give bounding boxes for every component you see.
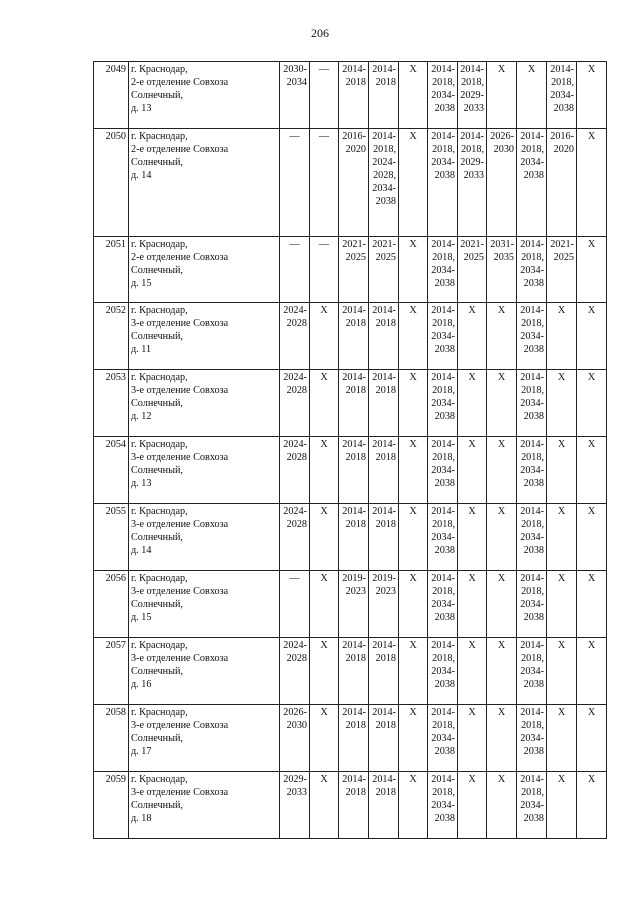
table-row	[94, 571, 607, 638]
period-cell: X	[310, 638, 339, 705]
table-row	[94, 504, 607, 571]
period-cell: X	[547, 705, 577, 772]
address-cell: г. Краснодар, 2-е отделение Совхоза Солнечный, д. 15	[129, 237, 280, 303]
period-cell: X	[547, 504, 577, 571]
period-cell: X	[458, 303, 487, 370]
period-cell: 2014- 2018	[369, 638, 399, 705]
row-number: 2049	[94, 62, 129, 129]
address-cell: г. Краснодар, 3-е отделение Совхоза Солнечный, д. 11	[129, 303, 280, 370]
period-cell: 2024- 2028	[280, 638, 310, 705]
period-cell: X	[577, 437, 607, 504]
table-row	[94, 437, 607, 504]
period-cell: X	[399, 638, 428, 705]
table-row	[94, 772, 607, 839]
period-cell: X	[547, 437, 577, 504]
period-cell: X	[547, 370, 577, 437]
address-cell: г. Краснодар, 3-е отделение Совхоза Солнечный, д. 13	[129, 437, 280, 504]
period-cell: 2014- 2018	[369, 705, 399, 772]
period-cell: X	[577, 370, 607, 437]
row-number: 2052	[94, 303, 129, 370]
period-cell: X	[310, 705, 339, 772]
period-cell: 2021- 2025	[339, 237, 369, 303]
period-cell: 2014- 2018, 2034- 2038	[428, 504, 458, 571]
period-cell: X	[547, 571, 577, 638]
period-cell: X	[487, 303, 517, 370]
period-cell: X	[487, 705, 517, 772]
period-cell: 2014- 2018, 2024- 2028, 2034- 2038	[369, 129, 399, 237]
period-cell: —	[310, 62, 339, 129]
row-number: 2054	[94, 437, 129, 504]
period-cell: X	[458, 772, 487, 839]
period-cell: 2014- 2018, 2034- 2038	[517, 370, 547, 437]
period-cell: 2014- 2018, 2034- 2038	[517, 504, 547, 571]
period-cell: X	[399, 303, 428, 370]
period-cell: 2016- 2020	[339, 129, 369, 237]
period-cell: 2014- 2018, 2034- 2038	[517, 303, 547, 370]
table-row	[94, 303, 607, 370]
period-cell: 2014- 2018, 2034- 2038	[428, 129, 458, 237]
period-cell: X	[577, 772, 607, 839]
period-cell: 2014- 2018, 2034- 2038	[517, 638, 547, 705]
table-row	[94, 237, 607, 303]
table-row	[94, 638, 607, 705]
period-cell: 2014- 2018	[339, 62, 369, 129]
period-cell: 2014- 2018, 2034- 2038	[428, 705, 458, 772]
period-cell: 2014- 2018	[339, 303, 369, 370]
table-row	[94, 705, 607, 772]
period-cell: 2014- 2018	[369, 504, 399, 571]
period-cell: X	[310, 437, 339, 504]
period-cell: X	[399, 237, 428, 303]
period-cell: 2014- 2018	[339, 772, 369, 839]
period-cell: X	[577, 571, 607, 638]
period-cell: X	[399, 437, 428, 504]
period-cell: X	[577, 303, 607, 370]
period-cell: 2031- 2035	[487, 237, 517, 303]
address-cell: г. Краснодар, 3-е отделение Совхоза Солнечный, д. 16	[129, 638, 280, 705]
housing-registry-table	[93, 61, 607, 839]
address-cell: г. Краснодар, 3-е отделение Совхоза Солнечный, д. 15	[129, 571, 280, 638]
period-cell: X	[399, 705, 428, 772]
period-cell: X	[487, 370, 517, 437]
table-row	[94, 370, 607, 437]
period-cell: 2014- 2018	[339, 638, 369, 705]
row-number: 2059	[94, 772, 129, 839]
period-cell: 2021- 2025	[458, 237, 487, 303]
period-cell: 2014- 2018, 2034- 2038	[517, 705, 547, 772]
address-cell: г. Краснодар, 3-е отделение Совхоза Солнечный, д. 18	[129, 772, 280, 839]
period-cell: X	[577, 504, 607, 571]
period-cell: 2014- 2018, 2034- 2038	[428, 62, 458, 129]
period-cell: 2014- 2018	[369, 772, 399, 839]
period-cell: X	[517, 62, 547, 129]
period-cell: X	[310, 772, 339, 839]
page-number: 206	[311, 26, 329, 40]
period-cell: X	[399, 571, 428, 638]
period-cell: 2014- 2018, 2034- 2038	[517, 129, 547, 237]
period-cell: X	[310, 571, 339, 638]
period-cell: X	[487, 772, 517, 839]
period-cell: X	[458, 370, 487, 437]
period-cell: 2014- 2018, 2034- 2038	[517, 237, 547, 303]
address-cell: г. Краснодар, 3-е отделение Совхоза Солнечный, д. 14	[129, 504, 280, 571]
period-cell: 2024- 2028	[280, 504, 310, 571]
period-cell: 2019- 2023	[339, 571, 369, 638]
period-cell: X	[399, 772, 428, 839]
period-cell: 2014- 2018, 2034- 2038	[428, 638, 458, 705]
period-cell: 2014- 2018, 2034- 2038	[428, 772, 458, 839]
row-number: 2055	[94, 504, 129, 571]
period-cell: 2014- 2018	[369, 370, 399, 437]
period-cell: 2014- 2018	[369, 62, 399, 129]
period-cell: 2014- 2018	[339, 437, 369, 504]
period-cell: 2026- 2030	[487, 129, 517, 237]
period-cell: 2026- 2030	[280, 705, 310, 772]
period-cell: 2014- 2018	[339, 370, 369, 437]
table-row	[94, 129, 607, 237]
period-cell: X	[458, 705, 487, 772]
period-cell: X	[547, 772, 577, 839]
row-number: 2058	[94, 705, 129, 772]
row-number: 2050	[94, 129, 129, 237]
period-cell: 2014- 2018, 2034- 2038	[547, 62, 577, 129]
period-cell: X	[547, 638, 577, 705]
address-cell: г. Краснодар, 2-е отделение Совхоза Солнечный, д. 14	[129, 129, 280, 237]
period-cell: 2024- 2028	[280, 437, 310, 504]
period-cell: X	[399, 504, 428, 571]
period-cell: X	[487, 638, 517, 705]
period-cell: X	[399, 62, 428, 129]
period-cell: X	[577, 705, 607, 772]
period-cell: 2029- 2033	[280, 772, 310, 839]
period-cell: —	[310, 129, 339, 237]
period-cell: 2014- 2018	[339, 705, 369, 772]
row-number: 2053	[94, 370, 129, 437]
period-cell: X	[458, 638, 487, 705]
period-cell: 2014- 2018, 2029- 2033	[458, 129, 487, 237]
period-cell: X	[577, 638, 607, 705]
period-cell: 2024- 2028	[280, 303, 310, 370]
period-cell: 2021- 2025	[547, 237, 577, 303]
period-cell: X	[487, 62, 517, 129]
period-cell: 2024- 2028	[280, 370, 310, 437]
period-cell: 2014- 2018, 2034- 2038	[428, 237, 458, 303]
period-cell: —	[280, 129, 310, 237]
address-cell: г. Краснодар, 3-е отделение Совхоза Солнечный, д. 12	[129, 370, 280, 437]
period-cell: X	[487, 571, 517, 638]
period-cell: 2014- 2018, 2034- 2038	[428, 571, 458, 638]
period-cell: X	[487, 504, 517, 571]
period-cell: 2019- 2023	[369, 571, 399, 638]
period-cell: 2014- 2018	[339, 504, 369, 571]
period-cell: X	[458, 571, 487, 638]
period-cell: 2014- 2018, 2034- 2038	[428, 370, 458, 437]
period-cell: X	[577, 129, 607, 237]
period-cell: 2014- 2018, 2034- 2038	[517, 571, 547, 638]
period-cell: X	[487, 437, 517, 504]
row-number: 2051	[94, 237, 129, 303]
period-cell: X	[399, 129, 428, 237]
period-cell: 2014- 2018	[369, 303, 399, 370]
period-cell: X	[577, 237, 607, 303]
period-cell: X	[310, 303, 339, 370]
period-cell: 2014- 2018	[369, 437, 399, 504]
period-cell: 2014- 2018, 2029- 2033	[458, 62, 487, 129]
period-cell: X	[310, 370, 339, 437]
period-cell: —	[310, 237, 339, 303]
table-row	[94, 62, 607, 129]
period-cell: X	[547, 303, 577, 370]
address-cell: г. Краснодар, 3-е отделение Совхоза Солнечный, д. 17	[129, 705, 280, 772]
period-cell: 2016- 2020	[547, 129, 577, 237]
period-cell: —	[280, 237, 310, 303]
address-cell: г. Краснодар, 2-е отделение Совхоза Солнечный, д. 13	[129, 62, 280, 129]
period-cell: —	[280, 571, 310, 638]
period-cell: X	[458, 504, 487, 571]
row-number: 2057	[94, 638, 129, 705]
period-cell: 2014- 2018, 2034- 2038	[428, 437, 458, 504]
period-cell: X	[577, 62, 607, 129]
period-cell: X	[399, 370, 428, 437]
period-cell: 2014- 2018, 2034- 2038	[517, 437, 547, 504]
period-cell: 2014- 2018, 2034- 2038	[517, 772, 547, 839]
period-cell: 2014- 2018, 2034- 2038	[428, 303, 458, 370]
period-cell: 2030- 2034	[280, 62, 310, 129]
period-cell: X	[310, 504, 339, 571]
row-number: 2056	[94, 571, 129, 638]
period-cell: 2021- 2025	[369, 237, 399, 303]
period-cell: X	[458, 437, 487, 504]
